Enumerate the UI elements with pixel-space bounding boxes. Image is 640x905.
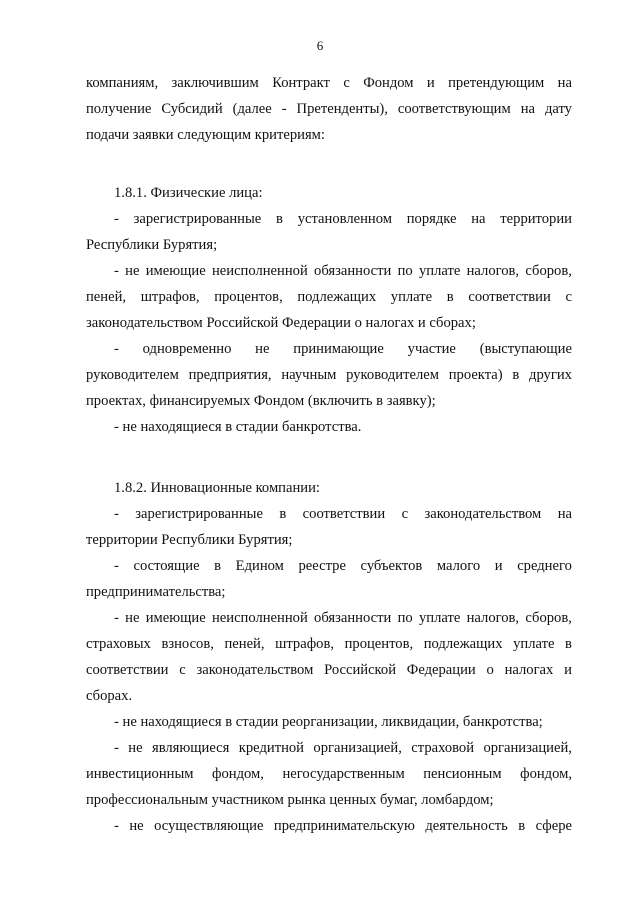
word: -	[114, 818, 119, 834]
word: неисполненной	[211, 610, 308, 626]
word: не	[128, 740, 143, 756]
word: фондом,	[212, 766, 264, 782]
word: Едином	[235, 558, 284, 574]
word: претендующим	[448, 75, 545, 91]
word: и	[564, 662, 572, 678]
word: малого	[436, 558, 481, 574]
word: компаниям,	[86, 75, 159, 91]
word: Субсидий	[161, 101, 223, 117]
word: -	[114, 211, 119, 227]
word: осуществляющие	[154, 818, 264, 834]
intro-paragraph	[86, 70, 572, 148]
word: соответствии	[468, 289, 551, 305]
text-line	[86, 96, 572, 122]
word: в	[279, 506, 287, 522]
word: проекта)	[448, 367, 503, 383]
word: процентов,	[214, 289, 283, 305]
word: налогов,	[466, 610, 520, 626]
word: соответствии	[86, 662, 169, 678]
word: -	[114, 341, 119, 357]
word: уплате	[513, 636, 555, 652]
word: не	[129, 818, 144, 834]
word: с	[565, 289, 572, 305]
word: штрафов,	[275, 636, 334, 652]
word: фондом,	[520, 766, 572, 782]
word: и	[426, 75, 435, 91]
text-line	[86, 284, 572, 310]
word: по	[397, 610, 413, 626]
text-line	[86, 605, 572, 631]
section-heading: 1.8.1. Физические лица:	[114, 185, 263, 201]
word: -	[114, 610, 119, 626]
word: предприятия,	[188, 367, 272, 383]
word: не	[255, 341, 270, 357]
word: сфере	[535, 818, 572, 834]
word: налогов,	[466, 263, 520, 279]
word: зарегистрированные	[133, 211, 262, 227]
text-line	[86, 501, 572, 527]
word: на	[557, 506, 572, 522]
word: страховой	[411, 740, 475, 756]
word: пенсионным	[423, 766, 502, 782]
word: реестре	[298, 558, 346, 574]
word: взносов,	[161, 636, 214, 652]
word: по	[397, 263, 413, 279]
word: зарегистрированные	[135, 506, 263, 522]
text-line	[86, 258, 572, 284]
text-line: Республики Бурятия;	[86, 237, 218, 253]
word: дату	[544, 101, 572, 117]
text-line	[86, 336, 572, 362]
word: деятельность	[425, 818, 508, 834]
word: не	[125, 610, 140, 626]
section-1-8-2	[86, 475, 572, 839]
word: являющиеся	[151, 740, 230, 756]
text-line: - не находящиеся в стадии реорганизации, ликвидации, банкротства;	[114, 714, 543, 730]
word: с	[179, 662, 186, 678]
word: организацией,	[483, 740, 572, 756]
word: в	[512, 367, 520, 383]
word: в	[565, 636, 572, 652]
word: негосударственным	[282, 766, 405, 782]
word: налогах	[504, 662, 554, 678]
word: сборов,	[525, 263, 572, 279]
word: (выступающие	[479, 341, 572, 357]
text-line	[86, 553, 572, 579]
word: на	[520, 101, 535, 117]
word: одновременно	[142, 341, 232, 357]
word: субъектов	[360, 558, 423, 574]
word: сборов,	[525, 610, 572, 626]
word: законодательством	[424, 506, 542, 522]
word: законодательством	[196, 662, 314, 678]
text-line: профессиональным участником рынка ценных бумаг, ломбардом;	[86, 792, 494, 808]
text-line	[86, 362, 572, 388]
word: -	[114, 740, 119, 756]
text-line	[86, 657, 572, 683]
word: установленном	[297, 211, 392, 227]
text-line: подачи заявки следующим критериям:	[86, 127, 325, 143]
word: уплате	[390, 289, 433, 305]
word: пеней,	[86, 289, 127, 305]
word: порядке	[406, 211, 457, 227]
text-line: территории Республики Бурятия;	[86, 532, 293, 548]
text-line	[86, 735, 572, 761]
word: не	[125, 263, 140, 279]
word: Федерации	[406, 662, 476, 678]
word: -	[281, 101, 287, 117]
word: с	[343, 75, 350, 91]
word: предпринимательскую	[273, 818, 415, 834]
word: Претенденты),	[296, 101, 388, 117]
word: соответствующим	[397, 101, 511, 117]
word: соответствии	[302, 506, 386, 522]
word: подлежащих	[423, 636, 503, 652]
text-line: предпринимательства;	[86, 584, 226, 600]
word: в	[276, 211, 283, 227]
text-line	[86, 761, 572, 787]
text-line	[86, 813, 572, 839]
text-line: проектах, финансируемых Фондом (включить в заявку);	[86, 393, 436, 409]
word: организацией,	[313, 740, 402, 756]
word: уплате	[418, 263, 461, 279]
word: Фондом	[363, 75, 414, 91]
text-line: законодательством Российской Федерации о налогах и сборах;	[86, 315, 476, 331]
word: обязанности	[314, 610, 392, 626]
word: Контракт	[272, 75, 330, 91]
word: кредитной	[238, 740, 304, 756]
word: получение	[86, 101, 152, 117]
word: пеней,	[224, 636, 265, 652]
text-line	[86, 206, 572, 232]
text-line: сборах.	[86, 688, 133, 704]
word: инвестиционным	[86, 766, 194, 782]
word: -	[114, 263, 119, 279]
word: Российской	[324, 662, 397, 678]
word: штрафов,	[140, 289, 200, 305]
word: уплате	[418, 610, 461, 626]
word: в	[518, 818, 526, 834]
word: научным	[281, 367, 337, 383]
word: других	[529, 367, 572, 383]
word: неисполненной	[211, 263, 308, 279]
word: -	[114, 558, 119, 574]
word: -	[114, 506, 119, 522]
word: в	[446, 289, 454, 305]
text-line: - не находящиеся в стадии банкротства.	[114, 419, 362, 435]
word: имеющие	[145, 263, 206, 279]
word: (далее	[232, 101, 272, 117]
page-number: 6	[316, 38, 324, 53]
word: заключившим	[171, 75, 259, 91]
word: процентов,	[344, 636, 414, 652]
word: состоящие	[133, 558, 200, 574]
text-line	[86, 70, 572, 96]
word: принимающие	[293, 341, 384, 357]
word: подлежащих	[297, 289, 377, 305]
section-heading: 1.8.2. Инновационные компании:	[114, 480, 320, 496]
word: среднего	[517, 558, 572, 574]
word: имеющие	[145, 610, 206, 626]
text-line	[86, 631, 572, 657]
word: на	[471, 211, 486, 227]
word: на	[557, 75, 572, 91]
word: в	[214, 558, 222, 574]
section-1-8-1	[86, 180, 572, 440]
word: о	[486, 662, 494, 678]
word: руководителем	[346, 367, 439, 383]
word: территории	[500, 211, 572, 227]
word: и	[494, 558, 503, 574]
word: с	[401, 506, 409, 522]
word: обязанности	[314, 263, 392, 279]
word: участие	[407, 341, 456, 357]
word: страховых	[86, 636, 151, 652]
word: руководителем	[86, 367, 179, 383]
